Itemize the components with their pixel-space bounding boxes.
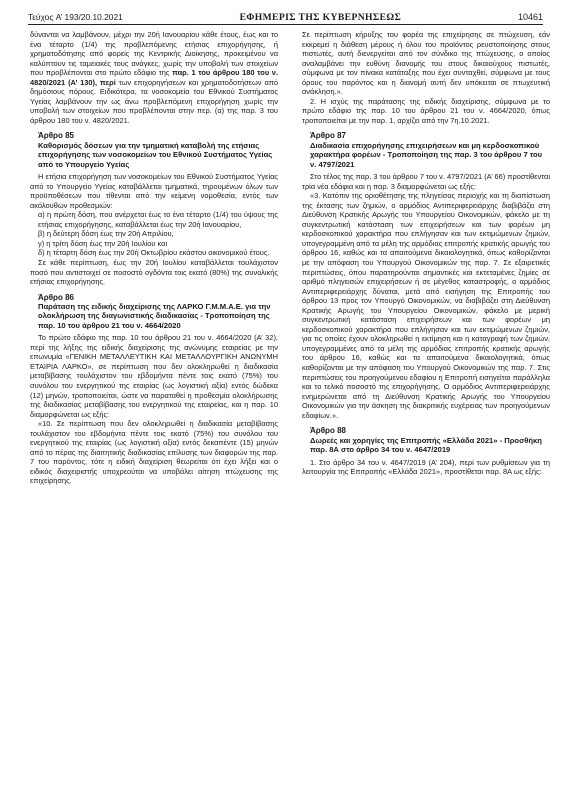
- paragraph: Στο τέλος της παρ. 3 του άρθρου 7 του ν. 4797/2021 (Α’ 66) προστίθενται τρία νέα εδάφια και η παρ. 3 διαμορφώνεται ως εξής:: [302, 172, 550, 191]
- article-number: Άρθρο 87: [310, 131, 347, 141]
- right-column: [302, 30, 550, 477]
- paragraph: Η ετήσια επιχορήγηση των νοσοκομείων του Εθνικού Συστήματος Υγείας από το Υπουργείο Υγείας καταβάλλεται τμηματικά, τηρουμένων όλων των προϋποθέσεων που τίθενται από την κείμενη νομοθεσία, εντός των ακόλουθων προθεσμιών:: [30, 172, 278, 210]
- paragraph: Σε περίπτωση κήρυξης του φορέα της επιχείρησης σε πτώχευση, εάν εκκρεμεί η διάθεση μέρους ή όλου του προϊόντος ρευστοποίησης στους πιστωτές, αυτή διενεργείται από τον σύνδικο της πτώχευσης, ο οποίος αναλαμβάνει την ευθύνη διανομής του στους δικαιούχους πιστωτές, σύμφωνα με τον πίνακα κατάταξης που έχει συνταχθεί, σύμφωνα με τους όρους του παρόντος και η διανομή αυτή δεν υπόκειται σε πτωχευτική ανάκληση.».: [302, 30, 550, 97]
- article-title: Καθορισμός δόσεων για την τμηματική καταβολή της ετήσιας επιχορήγησης των νοσοκομείων του Εθνικού Συστήματος Υγείας από το Υπουργείο Υγείας: [38, 140, 273, 169]
- list-item: γ) η τρίτη δόση έως την 20ή Ιουλίου και: [38, 238, 168, 248]
- paragraph: 1. Στο άρθρο 34 του ν. 4647/2019 (Α’ 204), περί των ρυθμίσεων για τη λειτουργία της Επιτροπής «Ελλάδα 2021», προστίθεται παρ. 8Α ως εξής:: [302, 457, 550, 477]
- list-item: α) η πρώτη δόση, που ανέρχεται έως το ένα τέταρτο (1/4) του ύψους της ετήσιας επιχορήγησης, καταβάλλεται έως την 20ή Ιανουαρίου,: [38, 210, 278, 229]
- paragraph: «3. Κατόπιν της οριοθέτησης της πληγείσας περιοχής και τη διαπίστωση της έκτασης των ζημιών, ο αρμόδιος Αντιπεριφερειάρχης διαβιβάζει στη Διεύθυνση Κρατικής Αρωγής του Υπουργείου Οικονομικών, φάκελο με τη συγκεντρωτική κατάσταση των επιχειρήσεων και των φορέων μη κερδοσκοπικού χαρακτήρα που επλήγησαν και των εκτιμώμενων ζημιών, υπογεγραμμένη από τα μέλη της αρμόδιας επιτροπής κρατικής αρωγής του άρθρου 16, καθώς και τα απαιτούμενα δικαιολογητικά, όπως καθορίζονται με την απόφαση του Υπουργού Οικονομικών της παρ. 7. Σε εξαιρετικές περιπτώσεις, όπου παρατηρούνται σημαντικές και εκτεταμένες ζημίες σε αριθμό πληγεισών επιχειρήσεων ή σε μέγεθος καταστροφής, ο αρμόδιος Αντιπεριφερειάρχης δύναται, μετά από εισήγηση της Επιτροπής του άρθρου 13 προς τον Υπουργό Οικονομικών, να διαβιβάζει στη Διεύθυνση Κρατικής Αρωγής του Υπουργείου Οικονομικών, φάκελο με μερική συγκεντρωτική κατάσταση επιχειρήσεων και των φορέων μη κερδοσκοπικού χαρακτήρα που επλήγησαν και των εκτιμώμενων ζημιών, για τις οποίες έχουν ολοκληρωθεί η εκτίμηση και η καταγραφή των ζημιών, υπογεγραμμένες από τα μέλη της αρμόδιας επιτροπής κρατικής αρωγής του άρθρου 16, καθώς και τα απαιτούμενα δικαιολογητικά, όπως καθορίζονται με την απόφαση του Υπουργού Οικονομικών της παρ. 7. Στις περιπτώσεις του προηγούμενου εδαφίου η Επιτροπή εισηγείται παράλληλα και το τελικό ποσοστό της επιχορήγησης. Ο αρμόδιος Αντιπεριφερειάρχης ενημερώνεται από τη Διεύθυνση Κρατικής Αρωγής του Υπουργείου Οικονομικών για την άσκηση της διακριτικής ευχέρειας των προηγούμενων εδαφίων.».: [302, 191, 550, 420]
- paragraph: 2. Η ισχύς της παράτασης της ειδικής διαχείρισης, σύμφωνα με το πρώτο εδάφιο της παρ. 10 του άρθρου 21 του ν. 4664/2020, όπως τροποποιείται με την παρ. 1, αρχίζει από την 7η.10.2021.: [302, 96, 550, 125]
- list-item: β) η δεύτερη δόση έως την 20ή Απριλίου,: [38, 229, 174, 239]
- paragraph: δύνανται να λαμβάνουν, μέχρι την 20ή Ιανουαρίου κάθε έτους, έως και το ένα τέταρτο (1/4) της προβλεπόμενης ετήσιας επιχορήγησης, ή χρηματοδότησης από φορείς της Κεντρικής Διοίκησης, προκειμένου να καλύπτουν τις ταμειακές τους ανάγκες, χωρίς την υποβολή των στοιχείων που προβλέπονται στο πρώτο εδάφιο της παρ. 1 του άρθρου 180 του ν. 4820/2021 (Α’ 130), περί των επιχορηγήσεων και χρηματοδοτήσεων από δημόσιους πόρους. Ειδικότερα, τα νοσοκομεία του Εθνικού Συστήματος Υγείας λαμβάνουν την ως άνω προβλεπόμενη επιχορήγηση χωρίς την υποβολή των στοιχείων που προβλέπονται στην περ. (α) της παρ. 3 του άρθρου 180 του ν. 4820/2021.: [30, 30, 279, 125]
- article-number: Άρθρο 85: [38, 131, 75, 141]
- list-item: δ) η τέταρτη δόση έως την 20ή Οκτωβρίου εκάστου οικονομικού έτους.: [38, 248, 270, 258]
- article-title: Δωρεές και χορηγίες της Επιτροπής «Ελλάδα 2021» - Προσθήκη παρ. 8Α στο άρθρο 34 του ν. 4647/2019: [310, 435, 542, 455]
- article-number: Άρθρο 86: [38, 292, 75, 302]
- paragraph: «10. Σε περίπτωση που δεν ολοκληρωθεί η διαδικασία μεταβίβασης τουλάχιστον του εβδομήντα πέντε τοις εκατό (75%) του συνόλου του ενεργητικού της εταιρίας (ως λογιστική αξία) εντός δεκαπέντε (15) μηνών από το πέρας της διαιτητικής διαδικασίας επίλυσης των διαφορών της παρ. 7 του παρόντος, τότε η ειδική διαχείριση θεωρείται ότι έχει λήξει και ο ειδικός διαχειριστής υποχρεούται να υποβάλει αίτηση πτώχευσης της επιχείρησης.: [30, 419, 278, 486]
- article-number: Άρθρο 88: [310, 426, 347, 436]
- paragraph: Το πρώτο εδάφιο της παρ. 10 του άρθρου 21 του ν. 4664/2020 (Α’ 32), περί της λήξης της ειδικής διαχείρισης της ανώνυμης εταιρείας με την επωνυμία «ΓΕΝΙΚΗ ΜΕΤΑΛΛΕΥΤΙΚΗ ΚΑΙ ΜΕΤΑΛΛΟΥΡΓΙΚΗ ΑΝΩΝΥΜΗ ΕΤΑΙΡΙΑ ΛΑΡΚΟ», σε περίπτωση που δεν ολοκληρωθεί η διαδικασία μεταβίβασης τουλάχιστον του εβδομήντα πέντε τοις εκατό (75%) του συνόλου του ενεργητικού της εταιρίας (ως λογιστική αξία) εντός δώδεκα (12) μηνών, τροποποιείται, ώστε να παραταθεί η προθεσμία ολοκλήρωσης της διαδικασίας μεταβίβασης του ενεργητικού της εταιρείας, και η παρ. 10 διαμορφώνεται ως εξής:: [30, 333, 278, 419]
- page-header: [28, 8, 543, 25]
- article-heading-85: [30, 131, 278, 169]
- paragraph: Σε κάθε περίπτωση, έως την 20ή Ιουλίου καταβάλλεται τουλάχιστον ποσό που αντιστοιχεί σε ποσοστό ογδόντα τοις εκατό (80%) της συνολικής ετήσιας επιχορήγησης.: [30, 258, 278, 287]
- article-heading-88: [302, 426, 550, 454]
- article-title: Διαδικασία επιχορήγησης επιχειρήσεων και μη κερδοσκοπικού χαρακτήρα φορέων - Τροποποίηση της παρ. 3 του άρθρου 7 του ν. 4797/2021: [310, 140, 543, 169]
- page-number: 10461: [517, 12, 543, 22]
- gazette-title: ΕΦΗΜΕΡΙΣ ΤΗΣ ΚΥΒΕΡΝΗΣΕΩΣ: [239, 12, 402, 23]
- article-heading-86: [30, 293, 278, 331]
- article-title: Παράταση της ειδικής διαχείρισης της ΛΑΡΚΟ Γ.Μ.Μ.Α.Ε. για την ολοκλήρωση της διαγωνιστικής διαδικασίας - Τροποποίηση της παρ. 10 του άρθρου 21 του ν. 4664/2020: [38, 302, 271, 330]
- article-heading-87: [302, 131, 550, 169]
- issue-label: Τεύχος A’ 193/20.10.2021: [28, 12, 123, 22]
- left-column: [30, 30, 278, 486]
